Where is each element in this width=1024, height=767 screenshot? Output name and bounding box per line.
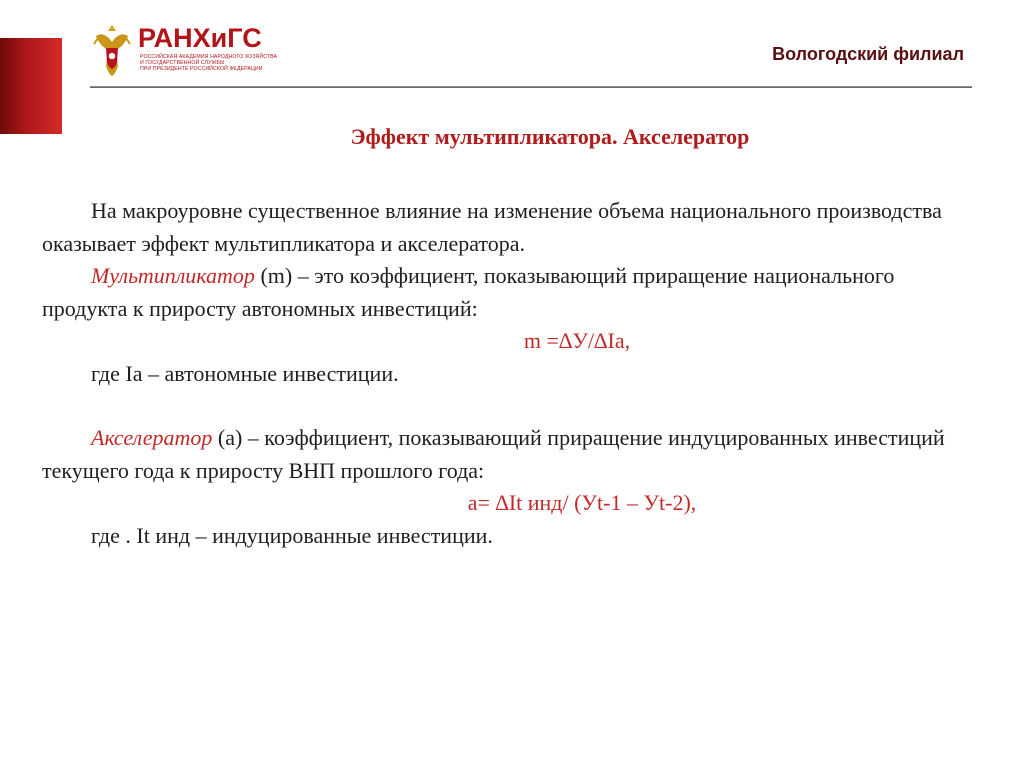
accelerator-paragraph	[42, 422, 962, 487]
multiplier-formula: m =∆У/∆Ia,	[523, 328, 631, 353]
header-divider	[90, 86, 972, 88]
multiplier-definition: (m) – это коэффициент, показывающий приращение национального продукта к приросту автономных инвестиций:	[42, 263, 895, 321]
logo-subtitle-line: ПРИ ПРЕЗИДЕНТЕ РОССИЙСКОЙ ФЕДЕРАЦИИ	[140, 66, 263, 73]
logo-subtitle-line: И ГОСУДАРСТВЕННОЙ СЛУЖБЫ	[140, 60, 225, 67]
slide-title: Эффект мультипликатора. Акселератор	[350, 124, 750, 149]
logo-subtitle-line: РОССИЙСКАЯ АКАДЕМИЯ НАРОДНОГО ХОЗЯЙСТВА	[140, 54, 278, 60]
intro-paragraph: На макроуровне существенное влияние на изменение объема национального производства оказывает эффект мультипликатора и акселератора.	[42, 198, 942, 256]
logo-subtitle	[140, 54, 290, 73]
double-headed-eagle-icon	[92, 22, 132, 78]
multiplier-paragraph	[42, 260, 962, 325]
paragraph-gap	[42, 390, 962, 422]
accelerator-formula: a= ∆It инд/ (Уt-1 – Уt-2),	[467, 490, 697, 515]
multiplier-where: где Ia – автономные инвестиции.	[91, 360, 399, 386]
multiplier-term: Мультипликатор	[91, 263, 255, 288]
logo-name: РАНХиГС	[138, 23, 262, 53]
accent-bar	[0, 38, 62, 134]
slide-body	[42, 195, 962, 552]
branch-name: Вологодский филиал	[772, 44, 964, 64]
accelerator-term: Акселератор	[91, 425, 213, 450]
accelerator-where: где . It инд – индуцированные инвестиции.	[91, 522, 493, 548]
accelerator-definition: (a) – коэффициент, показывающий приращение индуцированных инвестиций текущего года к приросту ВНП прошлого года:	[42, 425, 945, 483]
ranepa-logo	[92, 22, 278, 82]
